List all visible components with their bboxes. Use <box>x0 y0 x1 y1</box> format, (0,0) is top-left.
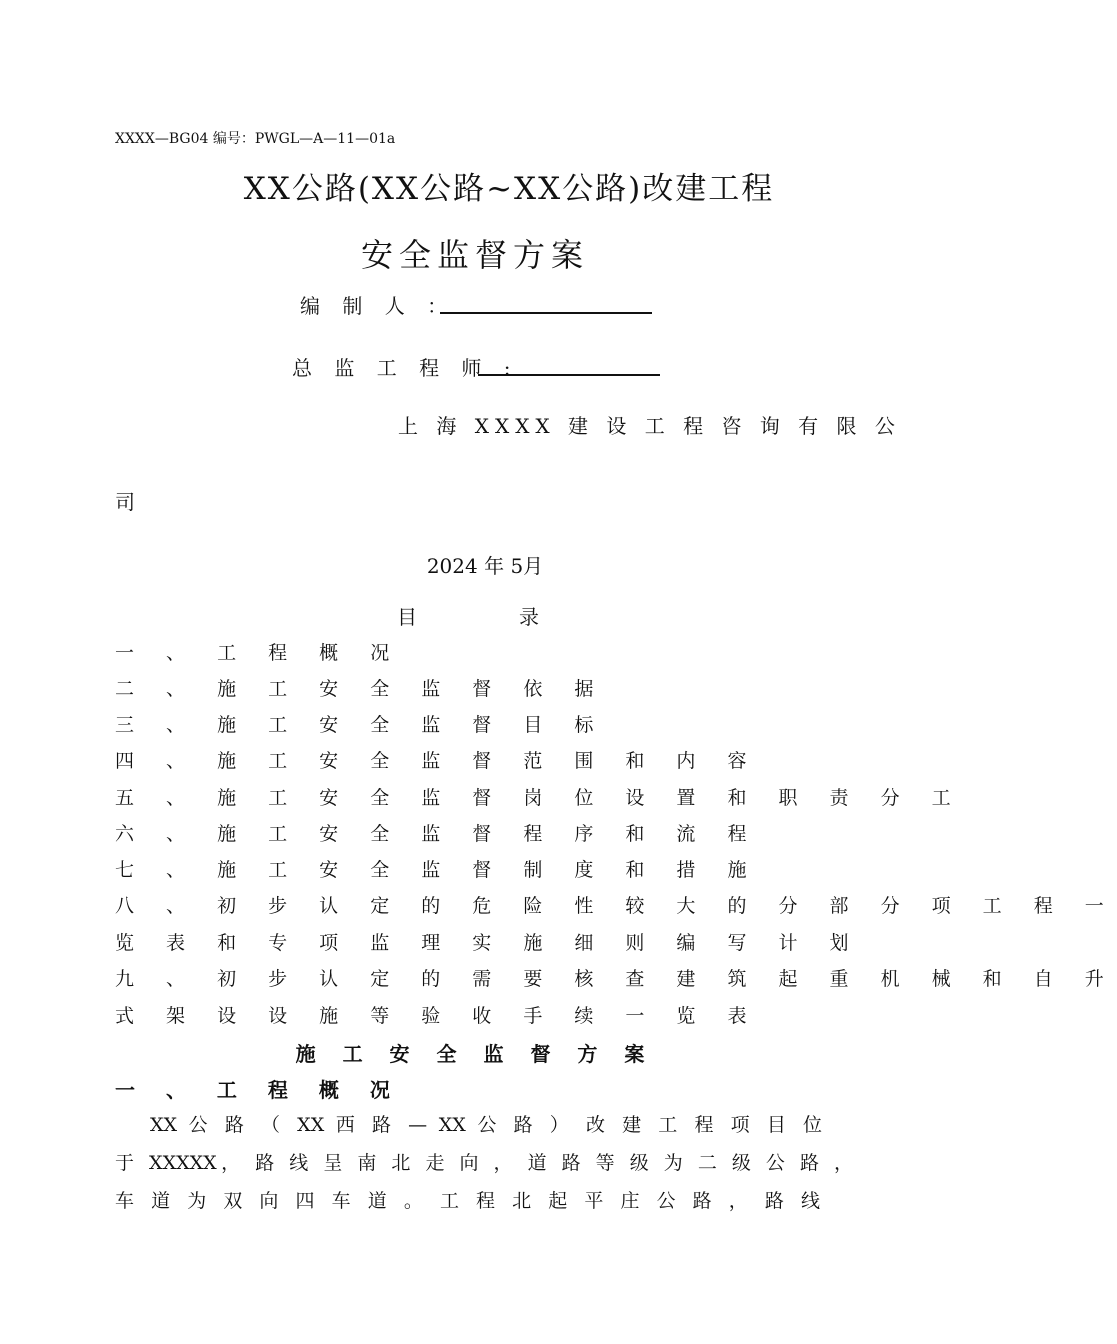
toc-item: 六 、 施 工 安 全 监 督 程 序 和 流 程 <box>115 823 760 845</box>
paragraph-line: 车 道 为 双 向 四 车 道 。 工 程 北 起 平 庄 公 路 ， 路 线 <box>115 1190 820 1212</box>
toc-item: 七 、 施 工 安 全 监 督 制 度 和 措 施 <box>115 859 760 881</box>
document-subtitle: 安全监督方案 <box>360 236 589 274</box>
toc-item: 五 、 施 工 安 全 监 督 岗 位 设 置 和 职 责 分 工 <box>115 787 964 809</box>
prepared-by-underline <box>440 312 652 314</box>
toc-item: 一 、 工 程 概 况 <box>115 642 403 664</box>
toc-title-left: 目 <box>397 605 417 629</box>
section-title: 施 工 安 全 监 督 方 案 <box>295 1042 655 1066</box>
company-name-line2: 司 <box>115 490 135 514</box>
toc-title-right: 录 <box>519 605 539 629</box>
paragraph-line: XX 公 路 （ XX 西 路 — XX 公 路 ） 改 建 工 程 项 目 位 <box>150 1114 822 1136</box>
toc-item: 式 架 设 设 施 等 验 收 手 续 一 览 表 <box>115 1005 760 1027</box>
document-code: XXXX—BG04 编号：PWGL—A—11—01a <box>115 131 396 147</box>
toc-item: 四 、 施 工 安 全 监 督 范 围 和 内 容 <box>115 750 760 772</box>
company-name-line1: 上 海 XXXX 建 设 工 程 咨 询 有 限 公 <box>398 414 901 438</box>
toc-item: 览 表 和 专 项 监 理 实 施 细 则 编 写 计 划 <box>115 932 862 954</box>
heading-project-overview: 一 、 工 程 概 况 <box>115 1078 402 1102</box>
chief-engineer-label: 总 监 工 程 师 : <box>292 356 519 380</box>
toc-item: 九 、 初 步 认 定 的 需 要 核 查 建 筑 起 重 机 械 和 自 升 <box>115 968 1117 990</box>
project-title: XX公路(XX公路~XX公路)改建工程 <box>243 171 775 207</box>
document-date: 2024 年 5月 <box>426 554 544 578</box>
chief-engineer-underline <box>478 374 660 376</box>
prepared-by-label: 编 制 人 ： <box>300 294 456 318</box>
toc-item: 八 、 初 步 认 定 的 危 险 性 较 大 的 分 部 分 项 工 程 一 <box>115 895 1117 917</box>
toc-item: 二 、 施 工 安 全 监 督 依 据 <box>115 678 607 700</box>
toc-item: 三 、 施 工 安 全 监 督 目 标 <box>115 714 607 736</box>
paragraph-line: 于 XXXXX， 路 线 呈 南 北 走 向 ， 道 路 等 级 为 二 级 公 路 ， <box>115 1152 853 1174</box>
